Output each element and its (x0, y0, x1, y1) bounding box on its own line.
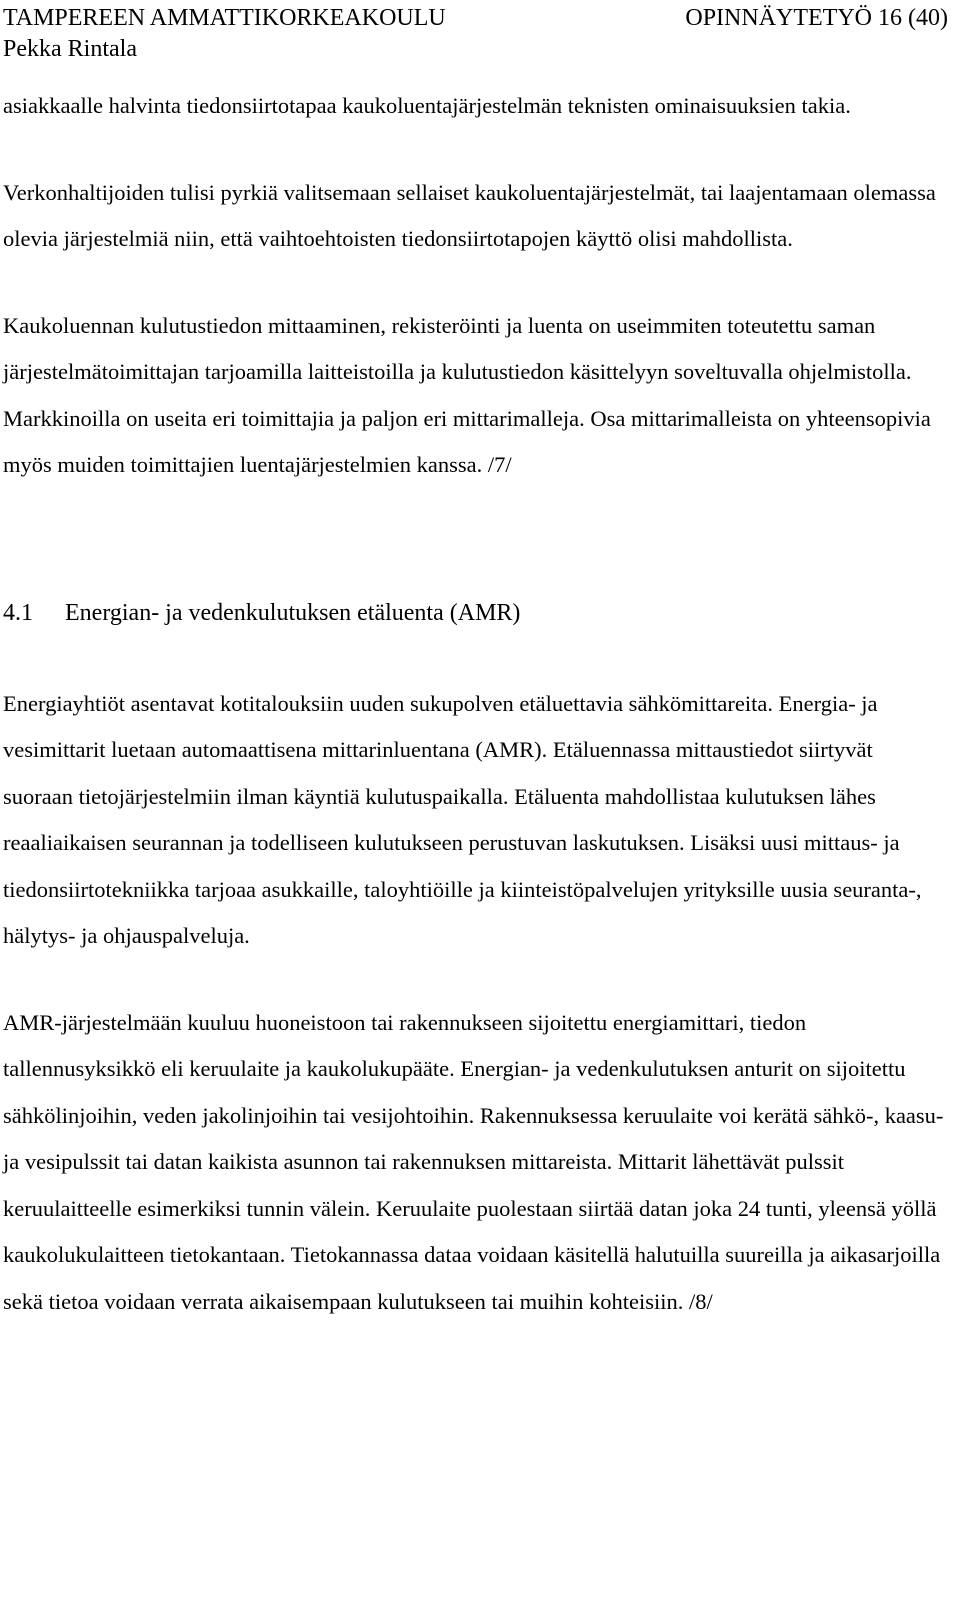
section-heading (3, 597, 948, 629)
author-name: Pekka Rintala (3, 36, 137, 62)
paragraph-network-operators: Verkonhaltijoiden tulisi pyrkiä valitsemaan sellaiset kaukoluentajärjestelmät, tai laajentamaan olemassa olevia järjestelmiä niin, että vaihtoehtoisten tiedonsiirtotapojen käyttö olisi mahdollista. (3, 179, 936, 251)
paragraph-energy-companies: Energiayhtiöt asentavat kotitalouksiin uuden sukupolven etäluettavia sähkömittareita. Energia- ja vesimittarit luetaan automaattisena mittarinluentana (AMR). Etäluennassa mittaustiedot siirtyvät suoraan tietojärjestelmiin ilman käyntiä kulutuspaikalla. Etäluenta mahdollistaa kulutuksen lähes reaaliaikaisen seurannan ja todelliseen kulutukseen perustuvan laskutuksen. Lisäksi uusi mittaus- ja tiedonsiirtotekniikka tarjoaa asukkaille, taloyhtiöille ja kiinteistöpalvelujen yrityksille uusia seuranta-, hälytys- ja ohjauspalveluja. (3, 690, 922, 948)
page-header (3, 0, 948, 34)
paragraph-amr-system: AMR-järjestelmään kuuluu huoneistoon tai rakennukseen sijoitettu energiamittari, tiedon tallennusyksikkö eli keruulaite ja kaukolukupääte. Energian- ja vedenkulutuksen anturit on sijoitettu sähkölinjoihin, veden jakolinjoihin tai vesijohtoihin. Rakennuksessa keruulaite voi kerätä sähkö-, kaasu- ja vesipulssit tai datan kaikista asunnon tai rakennuksen mittareista. Mittarit lähettävät pulssit keruulaitteelle esimerkiksi tunnin välein. Keruulaite puolestaan siirtää datan joka 24 tunti, yleensä yöllä kaukolukulaitteen tietokantaan. Tietokannassa dataa voidaan käsitellä halutuilla suureilla ja aikasarjoilla sekä tietoa voidaan verrata aikaisempaan kulutukseen tai muihin kohteisiin. /8/ (3, 1009, 944, 1314)
section-title: Energian- ja vedenkulutuksen etäluenta (AMR) (65, 599, 521, 626)
paragraph-continuation: asiakkaalle halvinta tiedonsiirtotapaa kaukoluentajärjestelmän teknisten ominaisuuksien takia. (3, 93, 851, 118)
section-number: 4.1 (3, 599, 33, 626)
thesis-page-number: OPINNÄYTETYÖ 16 (40) (685, 5, 948, 31)
paragraph-remote-reading: Kaukoluennan kulutustiedon mittaaminen, rekisteröinti ja luenta on useimmiten toteutettu saman järjestelmätoimittajan tarjoamilla laitteistoilla ja kulutustiedon käsittelyyn soveltuvalla ohjelmistolla. Markkinoilla on useita eri toimittajia ja paljon eri mittarimalleja. Osa mittarimalleista on yhteensopivia myös muiden toimittajien luentajärjestelmien kanssa. /7/ (3, 312, 931, 477)
institution-name: TAMPEREEN AMMATTIKORKEAKOULU (3, 5, 446, 31)
